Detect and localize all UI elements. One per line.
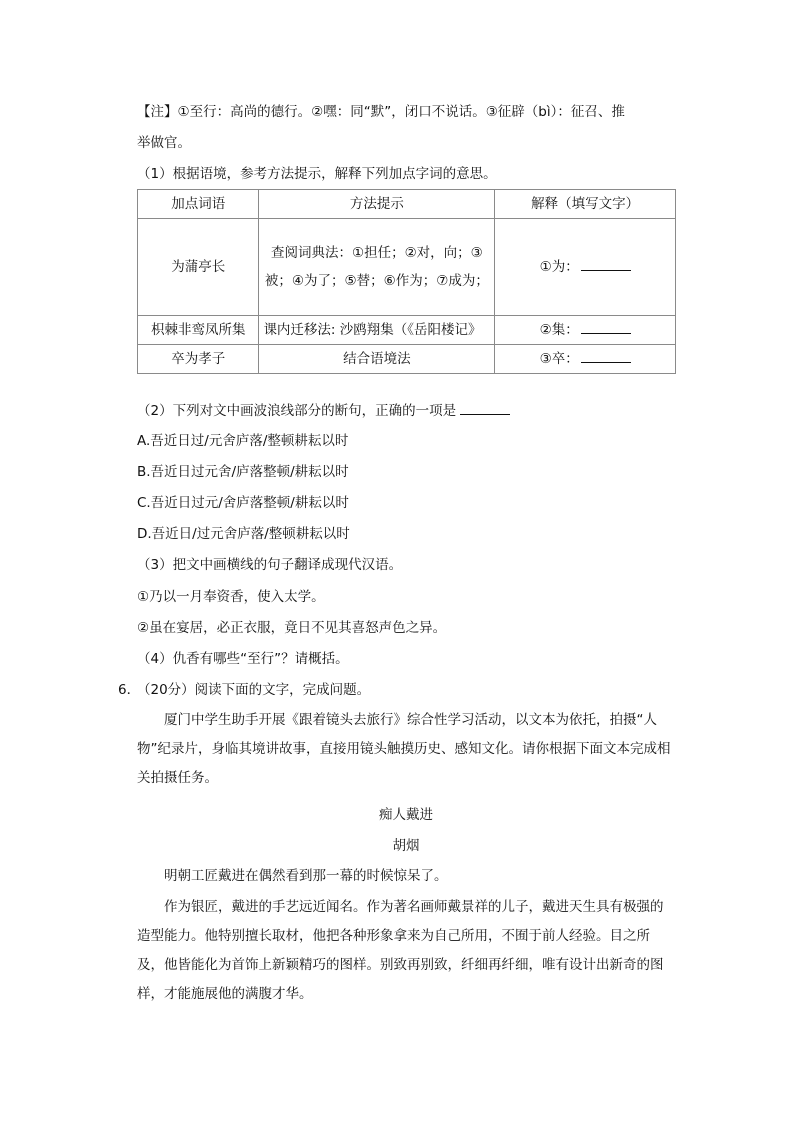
answer-label: ①为： [539, 259, 579, 275]
row-method: 查阅词典法：①担任；②对，向；③被；④为了；⑤替；⑥作为；⑦成为； [259, 219, 495, 316]
q2-answer-blank[interactable] [460, 400, 510, 415]
row-answer [495, 219, 676, 316]
q2-line [137, 400, 510, 421]
row-method: 课内迁移法: 沙鸥翔集（《岳阳楼记》 [259, 316, 495, 345]
q3-item-2: ②虽在宴居，必正衣服，竟日不见其喜怒声色之异。 [137, 620, 447, 636]
row-word: 枳棘非鸾凤所集 [138, 316, 259, 345]
q2-option-b: B.吾近日过元舍/庐落整顿/耕耘以时 [137, 464, 349, 480]
table-row [138, 219, 676, 316]
answer-blank[interactable] [581, 256, 631, 271]
table-row [138, 345, 676, 374]
answer-blank[interactable] [581, 319, 631, 334]
q3-prompt: （3）把文中画横线的句子翻译成现代汉语。 [137, 557, 403, 573]
vocab-table [137, 189, 676, 374]
q2-option-d: D.吾近日/过元舍庐落/整顿耕耘以时 [137, 526, 350, 542]
q2-prompt: （2）下列对文中画波浪线部分的断句，正确的一项是 [137, 403, 457, 419]
q6-context: 厦门中学生助手开展《跟着镜头去旅行》综合性学习活动，以文本为依托，拍摄“人物”纪录片，身临其境讲故事，直接用镜头触摸历史、感知文化。请你根据下面文本完成相关拍摄任务。 [137, 712, 671, 786]
row-word: 为蒲亭长 [138, 219, 259, 316]
row-answer [495, 316, 676, 345]
passage-paragraph-2: 作为银匠，戴进的手艺远近闻名。作为著名画师戴景祥的儿子，戴进天生具有极强的造型能力。他特别擅长取材，他把各种形象拿来为自己所用，不囿于前人经验。目之所及，他皆能化为首饰上新颖精巧的图样。别致再别致，纤细再纤细，唯有设计出新奇的图样，才能施展他的满腹才华。 [137, 899, 664, 1002]
q1-prompt: （1）根据语境，参考方法提示，解释下列加点字词的意思。 [137, 166, 497, 182]
header-method: 方法提示 [259, 190, 495, 219]
row-word: 卒为孝子 [138, 345, 259, 374]
passage-author: 胡烟 [392, 838, 420, 854]
q6-intro: （20分）阅读下面的文字，完成问题。 [137, 682, 371, 698]
q3-item-1: ①乃以一月奉资香，使入太学。 [137, 589, 325, 605]
table-header-row [138, 190, 676, 219]
header-word: 加点词语 [138, 190, 259, 219]
header-answer: 解释（填写文字） [495, 190, 676, 219]
q2-option-c: C.吾近日过元/舍庐落整顿/耕耘以时 [137, 495, 349, 511]
answer-blank[interactable] [581, 348, 631, 363]
answer-label: ③卒： [539, 351, 579, 367]
note-line-2: 举做官。 [137, 135, 191, 151]
answer-label: ②集： [539, 322, 579, 338]
row-answer [495, 345, 676, 374]
passage-paragraph-1: 明朝工匠戴进在偶然看到那一幕的时候惊呆了。 [164, 868, 448, 884]
table-row [138, 316, 676, 345]
row-method: 结合语境法 [259, 345, 495, 374]
passage-title: 痴人戴进 [379, 807, 433, 823]
q2-option-a: A.吾近日过/元舍庐落/整顿耕耘以时 [137, 433, 349, 449]
note-line-1: 【注】①至行：高尚的德行。②嘿：同“默”，闭口不说话。③征辟（bì）：征召、推 [137, 104, 625, 120]
q4-prompt: （4）仇香有哪些“至行”？请概括。 [137, 651, 349, 667]
q6-number: 6． [118, 682, 141, 698]
